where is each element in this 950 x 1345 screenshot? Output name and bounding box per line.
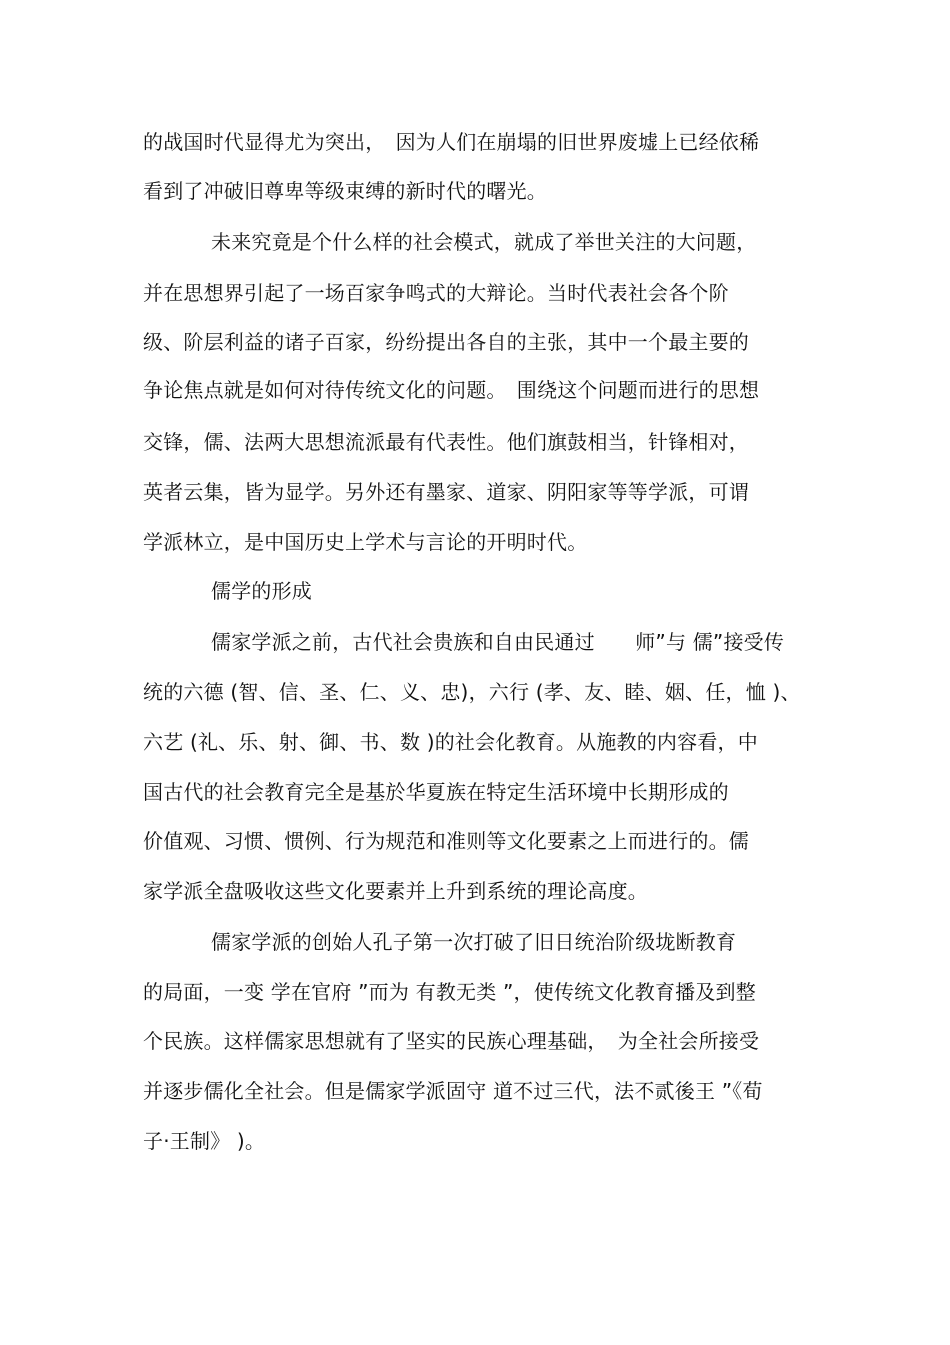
text-line: 交锋，儒、法两大思想流派最有代表性。他们旗鼓相当，针锋相对， xyxy=(143,430,749,454)
text-line: 英者云集，皆为显学。另外还有墨家、道家、阴阳家等等学派，可谓 xyxy=(143,480,749,504)
text-line: 儒家学派的创始人孔子第一次打破了旧日统治阶级垅断教育 xyxy=(211,930,737,954)
text-line: 学派林立，是中国历史上学术与言论的开明时代。 xyxy=(143,530,588,554)
section-heading: 儒学的形成 xyxy=(211,579,312,603)
text-line: 并逐步儒化全社会。但是儒家学派固守 道不过三代，法不贰後王 ”《荀 xyxy=(143,1079,763,1103)
text-line: 并在思想界引起了一场百家争鸣式的大辩论。当时代表社会各个阶 xyxy=(143,281,729,305)
text-line: 国古代的社会教育完全是基於华夏族在特定生活环境中长期形成的 xyxy=(143,780,729,804)
text-line: 子·王制》 )。 xyxy=(143,1129,266,1153)
text-line: 价值观、习惯、惯例、行为规范和准则等文化要素之上而进行的。儒 xyxy=(143,829,749,853)
text-line: 级、阶层利益的诸子百家，纷纷提出各自的主张，其中一个最主要的 xyxy=(143,330,749,354)
text-line: 未来究竟是个什么样的社会模式，就成了举世关注的大问题， xyxy=(211,230,757,254)
text-line: 家学派全盘吸收这些文化要素并上升到系统的理论高度。 xyxy=(143,879,648,903)
text-line: 的局面，一变 学在官府 ”而为 有教无类 ”，使传统文化教育播及到整 xyxy=(143,980,756,1004)
text-line: 争论焦点就是如何对待传统文化的问题。 围绕这个问题而进行的思想 xyxy=(143,378,760,402)
text-line: 六艺 (礼、乐、射、御、书、数 )的社会化教育。从施教的内容看，中 xyxy=(143,730,758,754)
text-line: 个民族。这样儒家思想就有了坚实的民族心理基础， 为全社会所接受 xyxy=(143,1029,760,1053)
text-line: 统的六德 (智、信、圣、仁、义、忠)，六行 (孝、友、睦、姻、任，恤 )、 xyxy=(143,680,801,704)
text-line: 儒家学派之前，古代社会贵族和自由民通过 师”与 儒”接受传 xyxy=(211,630,785,654)
text-line: 看到了冲破旧尊卑等级束缚的新时代的曙光。 xyxy=(143,179,547,203)
text-line: 的战国时代显得尤为突出， 因为人们在崩塌的旧世界废墟上已经依稀 xyxy=(143,130,760,154)
